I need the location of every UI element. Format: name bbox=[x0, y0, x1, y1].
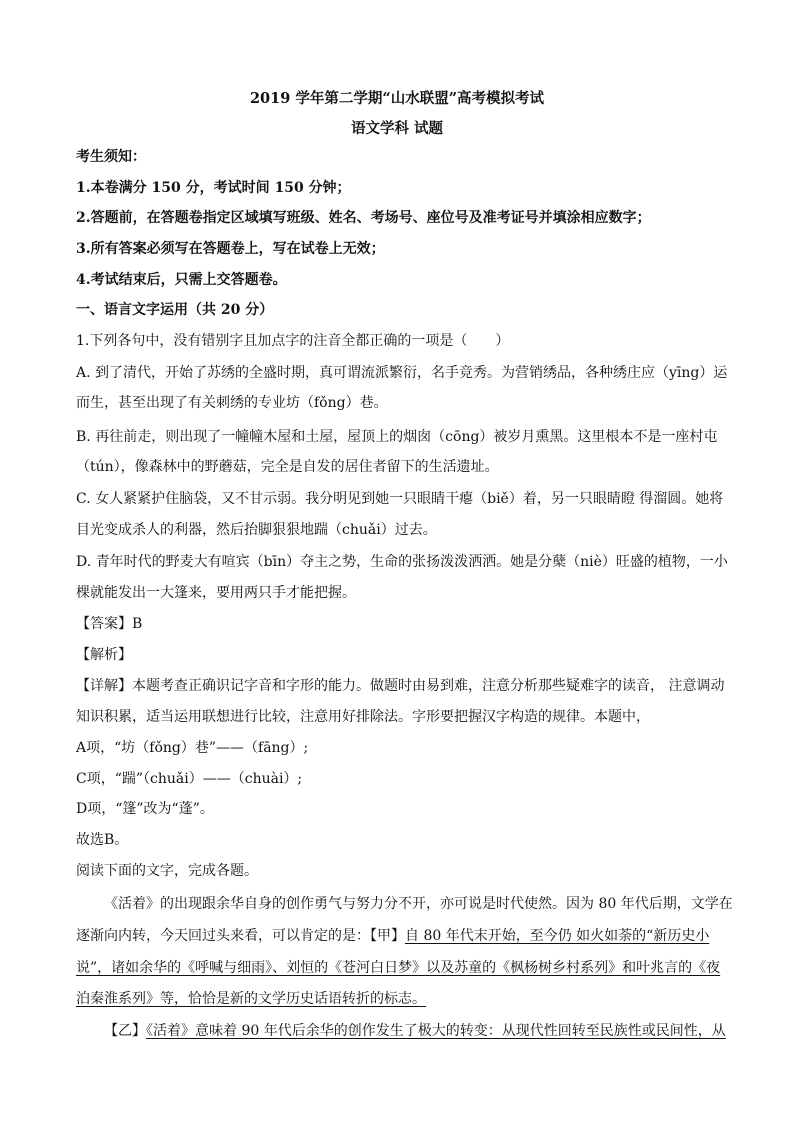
answer-label: 【答案】B bbox=[76, 616, 143, 632]
detail-line-1: 【详解】本题考查正确识记字音和字形的能力。做题时由易到难，注意分析那些疑难字的读音， 注意调动 bbox=[76, 678, 725, 694]
marker-jia: 【甲】 bbox=[370, 928, 405, 944]
passage-p1-line-3: 说”，诸如余华的《呼喊与细雨》、刘恒的《苍河白日梦》以及苏童的《枫杨树乡村系列》和叶兆言的《夜 bbox=[76, 960, 721, 976]
reading-intro: 阅读下面的文字，完成各题。 bbox=[76, 863, 258, 879]
option-a-line-1: A. 到了清代，开始了苏绣的全盛时期，真可谓流派繁衍，名手竞秀。为营销绣品，各种绣庄应（yīng）运 bbox=[76, 365, 728, 381]
passage-p1-line-1: 《活着》的出现跟余华自身的创作勇气与努力分不开，亦可说是时代使然。因为 80 年代后期，文学在 bbox=[104, 896, 733, 912]
exam-title: 2019 学年第二学期“山水联盟”高考模拟考试 bbox=[249, 90, 545, 107]
passage-p1-line-2 bbox=[76, 927, 726, 945]
option-c-line-1: C. 女人紧紧护住脑袋，又不甘示弱。我分明见到她一只眼睛干瘪（biě）着，另一只眼睛瞪 得溜圆。她将 bbox=[76, 491, 724, 507]
notice-item-1: 1.本卷满分 150 分，考试时间 150 分钟； bbox=[76, 180, 351, 196]
notice-item-4: 4.考试结束后，只需上交答题卷。 bbox=[76, 272, 287, 288]
option-d-line-2: 棵就能发出一大篷来，要用两只手才能把握。 bbox=[76, 585, 356, 601]
option-d-line-1: D. 青年时代的野麦大有喧宾（bīn）夺主之势，生命的张扬泼泼洒洒。她是分蘖（niè）旺盛的植物，一小 bbox=[76, 554, 728, 570]
analysis-item-c: C项，“踹”（chuǎi）——（chuài）; bbox=[76, 771, 303, 787]
notice-item-3: 3.所有答案必须写在答题卷上，写在试卷上无效； bbox=[76, 241, 385, 257]
option-b-line-1: B. 再往前走，则出现了一幢幢木屋和土屋，屋顶上的烟囱（cōng）被岁月熏黑。这里根本不是一座村屯 bbox=[76, 429, 718, 445]
underlined-sentence-yi: 《活着》意味着 90 年代后余华的创作发生了极大的转变：从现代性回转至民族性或民间性，从 bbox=[146, 1023, 726, 1039]
option-b-line-2: （tún），像森林中的野蘑菇，完全是自发的居住者留下的生活遗址。 bbox=[76, 459, 499, 475]
analysis-item-a: A项，“坊（fǒng）巷”——（fāng）; bbox=[76, 740, 309, 756]
analysis-label: 【解析】 bbox=[76, 647, 132, 663]
section-heading: 一、语言文字运用（共 20 分） bbox=[76, 302, 274, 318]
question-stem: 1.下列各句中，没有错别字且加点字的注音全都正确的一项是（ ） bbox=[76, 333, 510, 349]
option-c-line-2: 目光变成杀人的利器，然后抬脚狠狠地踹（chuǎi）过去。 bbox=[76, 522, 437, 538]
analysis-item-d: D项，“篷”改为“蓬”。 bbox=[76, 801, 214, 817]
underlined-sentence-jia: 自 80 年代末开始，至今仍 如火如荼的“新历史小 bbox=[405, 928, 710, 944]
marker-yi: 【乙】 bbox=[104, 1023, 146, 1039]
exam-subtitle: 语文学科 试题 bbox=[350, 120, 444, 137]
passage-p1-line-4: 泊秦淮系列》等，恰恰是新的文学历史话语转折的标志。 bbox=[76, 991, 426, 1007]
analysis-conclusion: 故选B。 bbox=[76, 832, 129, 848]
notice-item-2: 2.答题前，在答题卷指定区域填写班级、姓名、考场号、座位号及准考证号并填涂相应数字； bbox=[76, 210, 651, 226]
option-a-line-2: 而生，甚至出现了有关刺绣的专业坊（fǒng）巷。 bbox=[76, 395, 388, 411]
passage-p2-line-1 bbox=[104, 1022, 726, 1040]
notice-heading: 考生须知： bbox=[76, 149, 146, 165]
passage-p1-line-2-text: 逐渐向内转，今天回过头来看，可以肯定的是： bbox=[76, 928, 370, 944]
detail-line-2: 知识积累，适当运用联想进行比较，注意用好排除法。字形要把握汉字构造的规律。本题中， bbox=[76, 709, 650, 725]
